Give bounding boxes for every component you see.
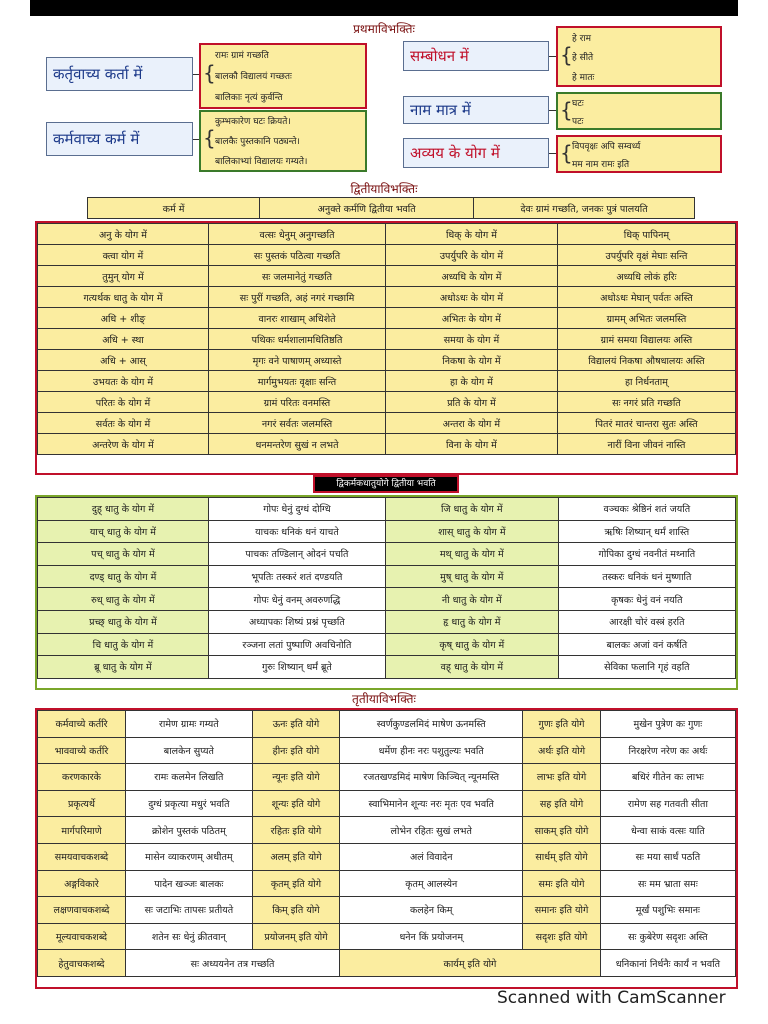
watermark-text: Scanned with CamScanner [497,988,726,1008]
table-cell: लोभेन रहितः सुखं लभते [340,817,523,844]
table-cell: सः कुबेरेण सदृशः अस्ति [600,923,735,950]
table-cell: आरक्षी चोरं वस्त्रं हरति [558,610,735,633]
table-cell: धनिकानां निर्धनैः कार्यं न भवति [600,950,735,977]
table-cell: अध्यधि के योग में [386,266,558,287]
table-cell: वह् धातु के योग में [385,656,558,679]
table-cell: प्रयोजनम् इति योगे [252,923,339,950]
table-cell: हीनः इति योगे [252,737,339,764]
table-cell: कृतम् आलस्येन [340,870,523,897]
table-cell: ऋषिः शिष्यान् धर्मं शास्ति [558,520,735,543]
example-text: पटः [572,117,584,127]
table-cell: सः मया सार्धं पठति [600,843,735,870]
table-cell: गोपः धेनुं वनम् अवरुणद्धि [208,588,385,611]
table-cell: समया के योग में [386,329,558,350]
table-row [38,224,736,245]
table-cell: कृतम् इति योगे [252,870,339,897]
table-cell: पाचकः तण्डिलान् ओदनं पचति [208,543,385,566]
table-cell: मूल्यवाचकशब्दे [38,923,126,950]
naam-label: नाम मात्र में [403,96,549,124]
dwikarmak-table [37,497,736,679]
table-cell: प्रति के योग में [386,392,558,413]
table-cell: मुखेन पुत्रेण कः गुणः [600,711,735,738]
table-row [38,790,736,817]
table-cell: सः जटाभिः तापसः प्रतीयते [125,897,252,924]
table-cell: वञ्चकः श्रेष्ठिनं शतं जयति [558,498,735,521]
table-cell: प्रकृत्यर्थे [38,790,126,817]
table-row [38,350,736,371]
table-cell: करणकारके [38,764,126,791]
table-cell: अन्तरेण के योग में [38,434,209,455]
table-cell: हृ धातु के योग में [385,610,558,633]
table-row [38,656,736,679]
table-cell: कार्यम् इति योगे [340,950,601,977]
table-cell: हा निर्धनताम् [557,371,735,392]
table-row [38,870,736,897]
table-row [38,392,736,413]
table-cell: अध्यापकः शिष्यं प्रश्नं पृच्छति [208,610,385,633]
table-row [38,588,736,611]
table-cell: सः मम भ्राता समः [600,870,735,897]
table-row [38,711,736,738]
table-cell: सेविका फलानि गृहं वहति [558,656,735,679]
table-cell: गुणः इति योगे [523,711,601,738]
dwitiya-heading: द्वितीयाविभक्तिः [350,182,418,196]
table-cell: दुह् धातु के योग में [38,498,209,521]
table-row [38,817,736,844]
brace-icon: { [203,61,216,85]
table-cell: वानरः शाखाम् अधिशेते [209,308,386,329]
table-row [38,843,736,870]
table-cell: अङ्गविकारे [38,870,126,897]
example-text: रामः ग्रामं गच्छति [215,51,269,61]
table-cell: धनेन किं प्रयोजनम् [340,923,523,950]
table-cell: ऊनः इति योगे [252,711,339,738]
table-cell: सह इति योगे [523,790,601,817]
table-cell: उपर्युपरि वृक्षं मेघाः सन्ति [557,245,735,266]
table-cell: ग्रामम् अभितः जलमस्ति [557,308,735,329]
table-cell: चि धातु के योग में [38,633,209,656]
table-cell: अन्तरा के योग में [386,413,558,434]
table-row [38,498,736,521]
table-cell: हेतुवाचकशब्दे [38,950,126,977]
example-text: विपवृक्षः अपि सम्वर्ध्य [572,142,641,152]
table-row [38,329,736,350]
table-cell: मृगः वने पाषाणम् अध्यास्ते [209,350,386,371]
table-cell: स्वाभिमानेन शून्यः नरः मृतः एव भवति [340,790,523,817]
table-cell: सदृशः इति योगे [523,923,601,950]
table-cell: स्वर्णकुण्डलमिदं माषेण ऊनमस्ति [340,711,523,738]
table-cell: देवः ग्रामं गच्छति, जनकः पुत्रं पालयति [474,198,695,219]
table-cell: भूपतिः तस्करं शतं दण्डयति [208,565,385,588]
example-text: हे सीते [572,53,594,63]
table-cell: याच् धातु के योग में [38,520,209,543]
table-row [38,764,736,791]
brace-icon: { [560,43,573,67]
table-cell: कर्मवाच्ये कर्तरि [38,711,126,738]
table-cell: पादेन खञ्जः बालकः [125,870,252,897]
connector [549,56,556,57]
dwitiya-rules-table [37,223,736,455]
table-cell: सः पुस्तकं पठित्वा गच्छति [209,245,386,266]
table-cell: भाववाच्ये कर्तरि [38,737,126,764]
table-cell: लाभः इति योगे [523,764,601,791]
naam-examples-box [556,92,722,130]
example-text: हे मातः [572,73,595,83]
dwitiya-karma-table [87,197,695,219]
table-cell: अधोऽधः मेघान् पर्वतः अस्ति [557,287,735,308]
table-row [38,737,736,764]
table-cell: दुग्धं प्रकृत्या मधुरं भवति [125,790,252,817]
table-cell: ग्रामं परितः वनमस्ति [209,392,386,413]
table-cell: उपर्युपरि के योग में [386,245,558,266]
table-cell: अनुक्ते कर्मणि द्वितीया भवति [260,198,474,219]
table-cell: रजतखण्डमिदं माषेण किञ्चित् न्यूनमस्ति [340,764,523,791]
table-cell: रञ्जना लतां पुष्पाणि अवचिनोति [208,633,385,656]
table-cell: पितरं मातरं चान्तरा सुतः अस्ति [557,413,735,434]
table-row [38,610,736,633]
table-cell: सः नगरं प्रति गच्छति [557,392,735,413]
sambodhan-label: सम्बोधन में [403,41,549,71]
table-cell: साकम् इति योगे [523,817,601,844]
table-cell: ब्रू धातु के योग में [38,656,209,679]
table-cell: मासेन व्याकरणम् अधीतम् [125,843,252,870]
table-row [38,308,736,329]
table-cell: गुरुः शिष्यान् धर्मं ब्रूते [208,656,385,679]
table-cell: नी धातु के योग में [385,588,558,611]
table-cell: सः पुरीं गच्छति, अहं नगरं गच्छामि [209,287,386,308]
table-cell: अधि + शीङ् [38,308,209,329]
karma-label: कर्मवाच्य कर्म में [46,122,193,156]
table-cell: रामः कलमेन लिखति [125,764,252,791]
table-cell: धेन्वा साकं वत्सः याति [600,817,735,844]
table-cell: अभितः के योग में [386,308,558,329]
table-cell: क्रोशेन पुस्तकं पठितम् [125,817,252,844]
table-cell: दण्ड् धातु के योग में [38,565,209,588]
tritiya-heading: तृतीयाविभक्तिः [352,692,416,706]
table-cell: बालकः अजां वनं कर्षति [558,633,735,656]
top-black-bar [30,0,738,16]
table-cell: पच् धातु के योग में [38,543,209,566]
table-cell: रहितः इति योगे [252,817,339,844]
table-row [38,923,736,950]
table-cell: समयवाचकशब्दे [38,843,126,870]
brace-icon: { [560,98,573,122]
karma-examples-box [199,110,367,172]
table-row [38,371,736,392]
table-cell: अधि + स्था [38,329,209,350]
table-cell: मुष् धातु के योग में [385,565,558,588]
kartri-examples-box [199,43,367,109]
table-cell: शतेन सः धेनुं क्रीतवान् [125,923,252,950]
table-cell: लक्षणवाचकशब्दे [38,897,126,924]
kartri-label: कर्तृवाच्य कर्ता में [46,57,193,91]
table-row [38,565,736,588]
table-cell: मार्गपरिमाणे [38,817,126,844]
table-cell: उभयतः के योग में [38,371,209,392]
connector [549,153,556,154]
example-text: घटः [572,99,584,109]
table-row [38,897,736,924]
table-cell: अलं विवादेन [340,843,523,870]
prathama-heading: प्रथमाविभक्तिः [353,22,415,36]
table-row [38,434,736,455]
table-cell: निकषा के योग में [386,350,558,371]
table-cell: धनमन्तरेण सुखं न लभते [209,434,386,455]
table-cell: बधिरं गीतेन कः लाभः [600,764,735,791]
table-cell: गत्यर्थक धातु के योग में [38,287,209,308]
example-text: बालिकाः नृत्यं कुर्वन्ति [215,93,283,103]
table-cell: मथ् धातु के योग में [385,543,558,566]
table-row [38,520,736,543]
table-cell: अध्यधि लोकं हरिः [557,266,735,287]
table-cell: शून्यः इति योगे [252,790,339,817]
table-cell: सः अध्ययनेन तत्र गच्छति [125,950,339,977]
table-cell: सर्वतः के योग में [38,413,209,434]
table-cell: शास् धातु के योग में [385,520,558,543]
table-cell: याचकः धनिकं धनं याचते [208,520,385,543]
table-cell: नारीं विना जीवनं नास्ति [557,434,735,455]
table-cell: तुमुन् योग में [38,266,209,287]
table-cell: समः इति योगे [523,870,601,897]
table-cell: तस्करः धनिकं धनं मुष्णाति [558,565,735,588]
table-cell: कलहेन किम् [340,897,523,924]
table-row [38,633,736,656]
table-cell: निरक्षरेण नरेण कः अर्थः [600,737,735,764]
table-cell: पथिकः धर्मशालामधितिष्ठति [209,329,386,350]
table-cell: जि धातु के योग में [385,498,558,521]
table-cell: अलम् इति योगे [252,843,339,870]
table-row [38,543,736,566]
table-cell: वत्सः धेनुम् अनुगच्छति [209,224,386,245]
table-row [38,245,736,266]
table-cell: न्यूनः इति योगे [252,764,339,791]
sambodhan-examples-box [556,26,722,87]
table-cell: रामेण ग्रामः गम्यते [125,711,252,738]
example-text: कुम्भकारेण घटः क्रियते। [215,117,291,127]
brace-icon: { [203,126,216,150]
table-cell: अनु के योग में [38,224,209,245]
table-cell: सार्धम् इति योगे [523,843,601,870]
table-row [88,198,695,219]
example-text: बालकैः पुस्तकानि पठ्यन्ते। [215,137,300,147]
table-cell: अधि + आस् [38,350,209,371]
dwikarmak-heading: द्विकर्मकधातुयोगे द्वितीया भवति [313,475,459,493]
table-cell: मूर्खं पशुभिः समानः [600,897,735,924]
table-cell: प्रच्छ् धातु के योग में [38,610,209,633]
table-cell: धिक् पापिनम् [557,224,735,245]
table-cell: सः जलमानेतुं गच्छति [209,266,386,287]
table-cell: परितः के योग में [38,392,209,413]
tritiya-table [37,710,736,977]
table-row [38,950,736,977]
table-row [38,413,736,434]
table-cell: अधोऽधः के योग में [386,287,558,308]
table-cell: क्त्वा योग में [38,245,209,266]
avyaya-examples-box [556,135,722,173]
example-text: बालिकाभ्यां विद्यालयः गम्यते। [215,157,308,167]
table-cell: कर्म में [88,198,260,219]
table-cell: कृष् धातु के योग में [385,633,558,656]
table-cell: रामेण सह गतवती सीता [600,790,735,817]
table-cell: हा के योग में [386,371,558,392]
table-cell: बालकेन सुप्यते [125,737,252,764]
table-cell: कृषकः धेनुं वनं नयति [558,588,735,611]
avyaya-label: अव्यय के योग में [403,138,549,168]
connector [549,110,556,111]
example-text: बालकौ विद्यालयं गच्छतः [215,72,292,82]
table-cell: रुध् धातु के योग में [38,588,209,611]
example-text: मम नाम रामः इति [572,160,630,170]
brace-icon: { [560,141,573,165]
table-cell: गोपः धेनुं दुग्धं दोग्धि [208,498,385,521]
table-cell: गोपिका दुग्धं नवनीतं मथ्नाति [558,543,735,566]
table-cell: किम् इति योगे [252,897,339,924]
table-row [38,266,736,287]
table-cell: धिक् के योग में [386,224,558,245]
table-row [38,287,736,308]
table-cell: समानः इति योगे [523,897,601,924]
table-cell: मार्गमुभयतः वृक्षाः सन्ति [209,371,386,392]
table-cell: धर्मेण हीनः नरः पशुतुल्यः भवति [340,737,523,764]
table-cell: नगरं सर्वतः जलमस्ति [209,413,386,434]
table-cell: ग्रामं समया विद्यालयः अस्ति [557,329,735,350]
table-cell: विद्यालयं निकषा औषधालयः अस्ति [557,350,735,371]
table-cell: विना के योग में [386,434,558,455]
example-text: हे राम [572,34,592,44]
table-cell: अर्थः इति योगे [523,737,601,764]
